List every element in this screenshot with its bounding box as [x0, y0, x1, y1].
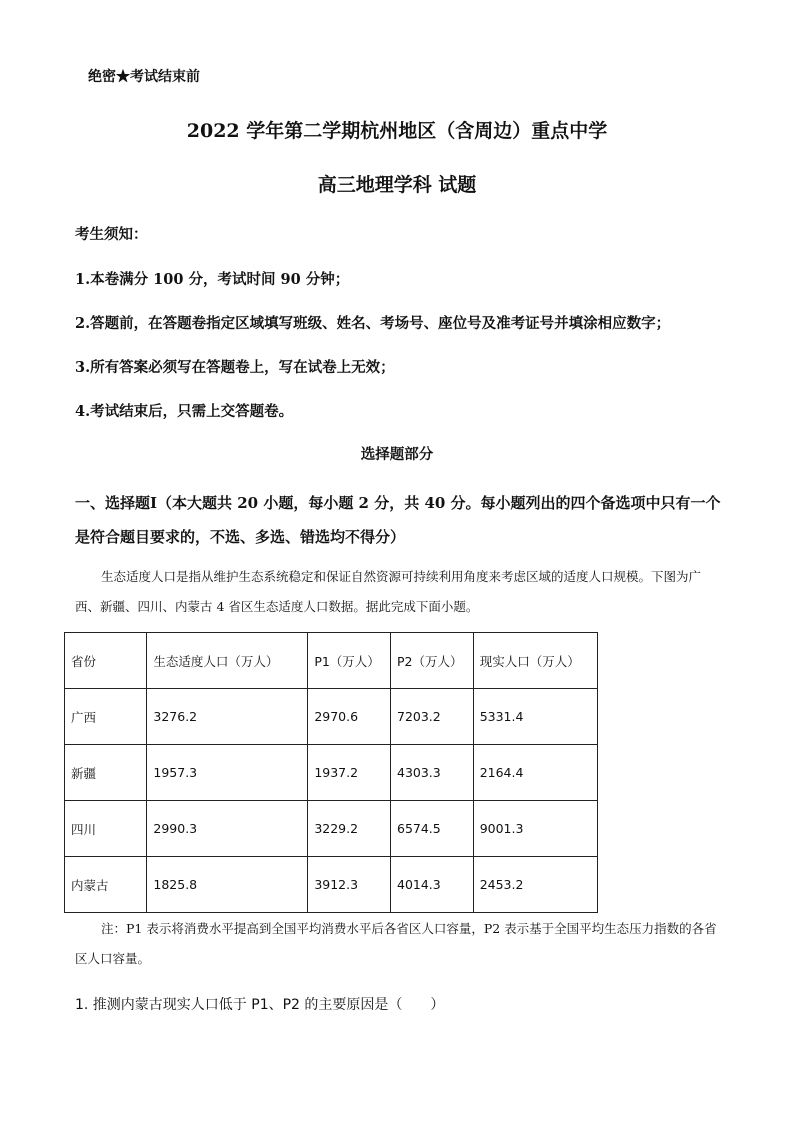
table-cell: 广西	[65, 689, 147, 745]
table-cell: 2970.6	[308, 689, 391, 745]
table-cell: 7203.2	[391, 689, 474, 745]
table-cell: 3912.3	[308, 857, 391, 913]
table-header-cell: 生态适度人口（万人）	[147, 633, 308, 689]
table-row	[65, 801, 598, 857]
table-cell: 3229.2	[308, 801, 391, 857]
section-title: 选择题部分	[360, 446, 434, 463]
table-header-cell: P2（万人）	[391, 633, 474, 689]
table-cell: 9001.3	[473, 801, 597, 857]
question-1: 1. 推测内蒙古现实人口低于 P1、P2 的主要原因是（ ）	[75, 997, 445, 1013]
table-row	[65, 689, 598, 745]
table-cell: 新疆	[65, 745, 147, 801]
table-cell: 2453.2	[473, 857, 597, 913]
table-note: 注：P1 表示将消费水平提高到全国平均消费水平后各省区人口容量，P2 表示基于全国平均生态压力指数的各省区人口容量。	[75, 921, 717, 966]
instruction-item-2: 2.答题前，在答题卷指定区域填写班级、姓名、考场号、座位号及准考证号并填涂相应数字；	[75, 315, 671, 332]
table-cell: 5331.4	[473, 689, 597, 745]
table-cell: 4303.3	[391, 745, 474, 801]
table-cell: 内蒙古	[65, 857, 147, 913]
question-group-header: 一、选择题Ⅰ（本大题共 20 小题，每小题 2 分，共 40 分。每小题列出的四个备选项中只有一个是符合题目要求的，不选、多选、错选均不得分）	[75, 494, 721, 546]
table-cell: 4014.3	[391, 857, 474, 913]
table-header-cell: 省份	[65, 633, 147, 689]
table-cell: 1937.2	[308, 745, 391, 801]
table-cell: 6574.5	[391, 801, 474, 857]
confidential-label: 绝密★考试结束前	[88, 69, 200, 85]
table-row	[65, 857, 598, 913]
table-header-cell: 现实人口（万人）	[473, 633, 597, 689]
instruction-item-3: 3.所有答案必须写在答题卷上，写在试卷上无效；	[75, 359, 395, 376]
table-header-row	[65, 633, 598, 689]
instruction-item-4: 4.考试结束后，只需上交答题卷。	[75, 403, 294, 420]
table-cell: 2990.3	[147, 801, 308, 857]
exam-title: 2022 学年第二学期杭州地区（含周边）重点中学	[186, 120, 608, 142]
table-cell: 1825.8	[147, 857, 308, 913]
table-header-cell: P1（万人）	[308, 633, 391, 689]
table-cell: 2164.4	[473, 745, 597, 801]
table-cell: 3276.2	[147, 689, 308, 745]
exam-subtitle: 高三地理学科 试题	[317, 174, 477, 196]
table-cell: 四川	[65, 801, 147, 857]
table-cell: 1957.3	[147, 745, 308, 801]
instruction-item-1: 1.本卷满分 100 分，考试时间 90 分钟；	[75, 271, 350, 288]
table-row	[65, 745, 598, 801]
question-intro: 生态适度人口是指从维护生态系统稳定和保证自然资源可持续利用角度来考虑区域的适度人口规模。下图为广西、新疆、四川、内蒙古 4 省区生态适度人口数据。据此完成下面小题。	[75, 569, 702, 614]
instructions-heading: 考生须知：	[75, 226, 148, 243]
population-table	[64, 632, 598, 913]
